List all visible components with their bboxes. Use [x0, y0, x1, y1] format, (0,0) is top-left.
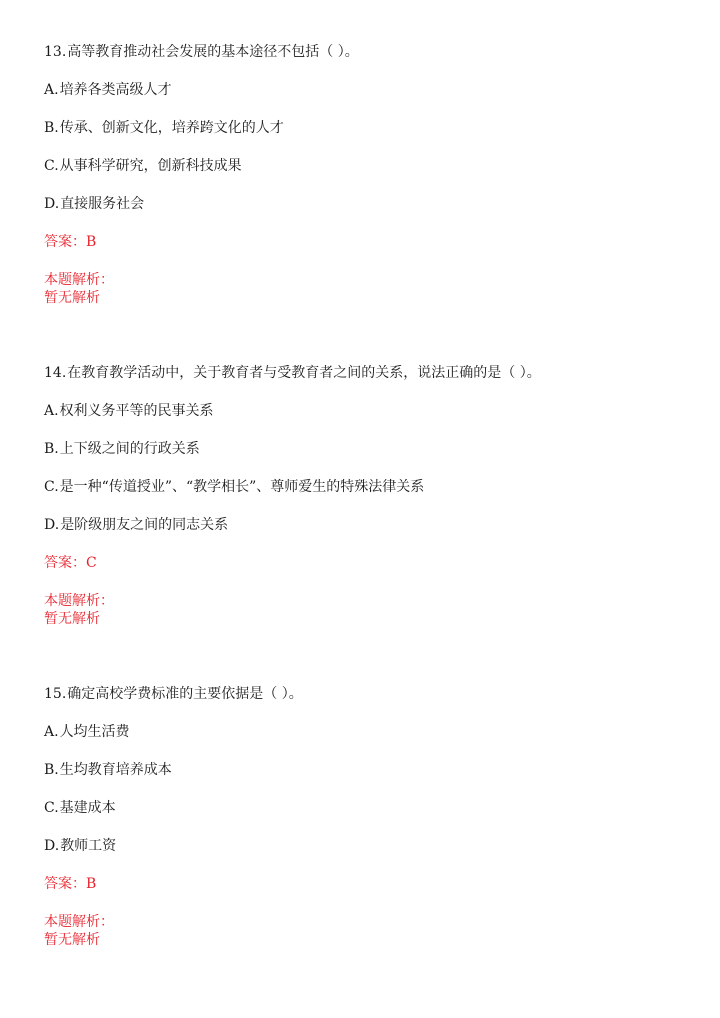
- option-text: 基建成本: [59, 800, 116, 816]
- question-text: 在教育教学活动中，关于教育者与受教育者之间的关系，说法正确的是（ ）。: [67, 365, 541, 381]
- option-text: 教师工资: [60, 838, 117, 854]
- option-letter: D.: [44, 196, 60, 212]
- analysis-text: 暂无解析: [44, 290, 100, 306]
- option-text: 培养各类高级人才: [59, 82, 172, 98]
- option-c: [44, 478, 424, 496]
- analysis-label: 本题解析：: [44, 272, 114, 288]
- option-a: [44, 81, 172, 99]
- question-stem: [44, 685, 303, 703]
- option-a: [44, 402, 214, 420]
- option-letter: C.: [44, 158, 59, 174]
- option-letter: C.: [44, 479, 59, 495]
- option-a: [44, 723, 130, 741]
- option-text: 权利义务平等的民事关系: [59, 403, 214, 419]
- option-text: 上下级之间的行政关系: [59, 441, 200, 457]
- option-d: [44, 516, 228, 534]
- option-letter: D.: [44, 838, 60, 854]
- option-d: [44, 837, 116, 855]
- option-letter: B.: [44, 441, 59, 457]
- option-letter: A.: [44, 82, 59, 98]
- answer: 答案：B: [44, 876, 97, 892]
- option-b: [44, 440, 200, 458]
- question-text: 确定高校学费标准的主要依据是（ ）。: [67, 686, 303, 702]
- question-number: 14.: [44, 365, 67, 381]
- option-c: [44, 799, 116, 817]
- option-b: [44, 119, 284, 137]
- question-stem: [44, 364, 541, 382]
- option-letter: B.: [44, 762, 59, 778]
- option-text: 传承、创新文化，培养跨文化的人才: [59, 120, 284, 136]
- answer: 答案：B: [44, 234, 97, 250]
- option-letter: C.: [44, 800, 59, 816]
- analysis-text: 暂无解析: [44, 932, 100, 948]
- question-text: 高等教育推动社会发展的基本途径不包括（ ）。: [67, 44, 359, 60]
- option-text: 是阶级朋友之间的同志关系: [60, 517, 229, 533]
- option-text: 是一种“传道授业”、“教学相长”、尊师爱生的特殊法律关系: [59, 479, 425, 495]
- question-number: 13.: [44, 44, 67, 60]
- analysis-label: 本题解析：: [44, 593, 114, 609]
- option-b: [44, 761, 172, 779]
- question-stem: [44, 43, 359, 61]
- option-letter: D.: [44, 517, 60, 533]
- analysis-label: 本题解析：: [44, 914, 114, 930]
- option-letter: A.: [44, 724, 59, 740]
- option-d: [44, 195, 144, 213]
- answer: 答案：C: [44, 555, 97, 571]
- option-letter: A.: [44, 403, 59, 419]
- option-text: 生均教育培养成本: [59, 762, 172, 778]
- analysis-text: 暂无解析: [44, 611, 100, 627]
- option-text: 直接服务社会: [60, 196, 145, 212]
- question-number: 15.: [44, 686, 67, 702]
- option-letter: B.: [44, 120, 59, 136]
- option-text: 人均生活费: [59, 724, 130, 740]
- option-c: [44, 157, 242, 175]
- option-text: 从事科学研究，创新科技成果: [59, 158, 242, 174]
